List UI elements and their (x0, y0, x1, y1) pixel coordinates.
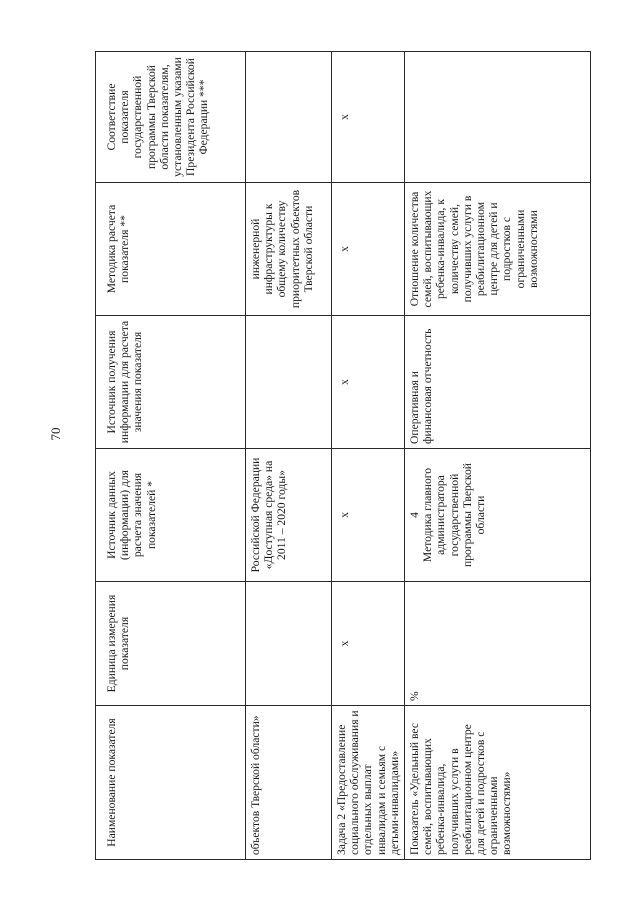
table-row (332, 52, 405, 860)
cell-unit: % (405, 582, 591, 706)
header-indicator-name: Наименование показателя (96, 706, 246, 860)
cell-unit: x (332, 582, 405, 706)
cell-compliance (246, 52, 332, 183)
cell-compliance (405, 52, 591, 183)
header-info-source: Источник получения информации для расчета значения показателя (96, 316, 246, 449)
cell-info-source (246, 316, 332, 449)
cell-method: инженерной инфраструктуры к общему количеству приоритетных объектов Тверской области (246, 183, 332, 316)
rotated-table-frame (95, 52, 585, 860)
page-number: 70 (48, 427, 63, 441)
cell-method: Отношение количества семей, воспитывающих ребенка-инвалида, к количеству семей, получивших услуги в реабилитационном центре для детей и подростков с ограниченными возможностями (405, 183, 591, 316)
header-method: Методика расчета показателя ** (96, 183, 246, 316)
cell-data-source: 4 Методика главного администратора государственной программы Тверской области (405, 449, 591, 582)
cell-compliance: x (332, 52, 405, 183)
indicators-table (95, 51, 591, 860)
cell-indicator-name: объектов Тверской области» (246, 706, 332, 860)
cell-info-source: Оперативная и финансовая отчетность (405, 316, 591, 449)
cell-unit (246, 582, 332, 706)
cell-info-source: x (332, 316, 405, 449)
header-unit: Единица измерения показателя (96, 582, 246, 706)
cell-data-source: x (332, 449, 405, 582)
table-header-row (96, 52, 246, 860)
table-row (405, 52, 591, 860)
cell-indicator-name: Показатель «Удельный вес семей, воспитывающих ребенка-инвалида, получивших услуги в реабилитационном центре для детей и подростков с ограниченными возможностями» (405, 706, 591, 860)
cell-data-source: Российской Федерации «Доступная среда» на 2011 – 2020 годы» (246, 449, 332, 582)
table-row (246, 52, 332, 860)
header-compliance: Соответствие показателя государственной программы Тверской области показателям, установленным указами Президента Российской Федерации *** (96, 52, 246, 183)
cell-method: x (332, 183, 405, 316)
header-data-source: Источник данных (информации) для расчета значения показателей * (96, 449, 246, 582)
cell-indicator-name: Задача 2 «Предоставление социального обслуживания и отдельных выплат инвалидам и семьям с детьми-инвалидами» (332, 706, 405, 860)
